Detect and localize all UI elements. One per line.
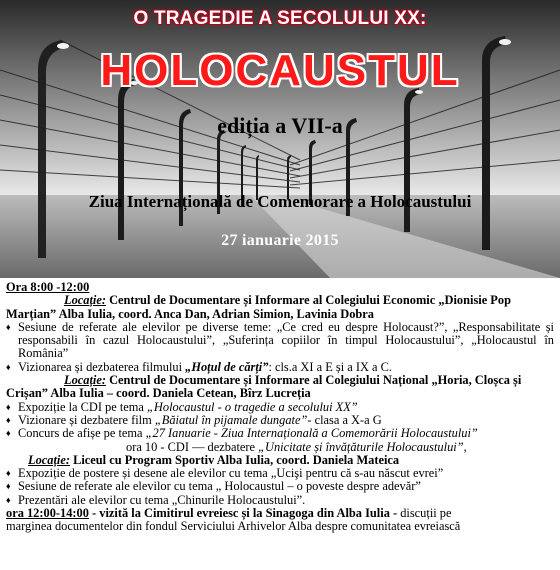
location-1 (6, 294, 554, 307)
list-item: ♦ Vizionare și dezbatere film „Băiatul în pijamale dungate”- clasa a X-a G (6, 414, 554, 427)
location-1-cont: Marțian” Alba Iulia, coord. Anca Dan, Adrian Simion, Lavinia Dobra (6, 306, 374, 321)
list-item: ♦ Sesiune de referate ale elevilor cu tema „ Holocaustul – o poveste despre adevăr” (6, 480, 554, 493)
slot2: ora 12:00-14:00 - vizită la Cimitirul evreiesc și la Sinagoga din Alba Iulia - discuții pe (6, 506, 452, 521)
main-title: HOLOCAUSTUL (100, 46, 460, 95)
location-label: Locație: (28, 452, 70, 467)
film-title: „Băiatul în pijamale dungate” (154, 412, 308, 427)
edition-label: ediția a VII-a (217, 113, 343, 138)
event-date: 27 ianuarie 2015 (221, 232, 339, 249)
location-2 (6, 374, 554, 387)
list-subitem: ora 10 - CDI — dezbatere „Unicitate și învățăturile Holocaustului”, (126, 439, 467, 454)
list-item: ♦ Concurs de afișe pe tema „27 Ianuarie - Ziua Internațională a Comemorării Holocaustului” (6, 427, 554, 440)
program-section (6, 281, 554, 534)
location-label: Locație: (64, 373, 106, 388)
slot2-place: Cimitirul evreiesc și la Sinagoga din Alba Iulia - (144, 506, 398, 521)
supertitle: O TRAGEDIE A SECOLULUI XX: (133, 8, 427, 29)
location-label: Locație: (64, 293, 106, 308)
location-1-text: Centrul de Documentare și Informare al Colegiului Economic „Dionisie Pop (105, 293, 511, 308)
slot2-time: ora 12:00-14:00 (6, 506, 89, 521)
list-item: ♦ Sesiune de referate ale elevilor pe diverse teme: „Ce cred eu despre Holocaust?”, „Responsabilitate și responsabili în cazul Holocaustului”, „Suferința copiilor în timpul Holocaustului”, „Holocaustul în România” (6, 321, 554, 361)
list-item: ♦ Vizionarea și dezbaterea filmului „Hoțul de cărți”: cls.a XI a E și a IX a C. (6, 361, 554, 374)
header-photo (0, 0, 560, 278)
location-2-text: Centrul de Documentare și Informare al Colegiului Național „Horia, Cloșca și (105, 373, 522, 388)
slot2-cont: marginea documentelor din fondul Serviciului Arhivelor Alba despre comunitatea evreiască (6, 519, 461, 534)
slot1-time: Ora 8:00 -12:00 (6, 280, 90, 294)
location-3 (6, 454, 554, 467)
theme-title: „Holocaustul - o tragedie a secolului XX” (147, 399, 358, 414)
occasion-title: Ziua Internațională de Comemorare a Holocaustului (88, 192, 472, 211)
theme-title: „Unicitate și învățăturile Holocaustului”, (258, 439, 467, 454)
theme-title: „27 Ianuarie - Ziua Internațională a Comemorării Holocaustului” (145, 426, 478, 441)
film-title: „Hoțul de cărți” (185, 359, 269, 374)
list-item: ♦ Prezentări ale elevilor cu tema „Chinurile Holocaustului”. (6, 494, 554, 507)
list-item: ♦ Expoziție de postere și desene ale elevilor cu tema „Ucişi pentru că s-au născut evrei” (6, 467, 554, 480)
location-3-text: Liceul cu Program Sportiv Alba Iulia, coord. Daniela Mateica (69, 452, 400, 467)
location-2-cont: Crișan” Alba Iulia – coord. Daniela Cetean, Bîrz Lucreția (6, 386, 311, 401)
list-item: ♦ Expoziție la CDI pe tema „Holocaustul - o tragedie a secolului XX” (6, 401, 554, 414)
